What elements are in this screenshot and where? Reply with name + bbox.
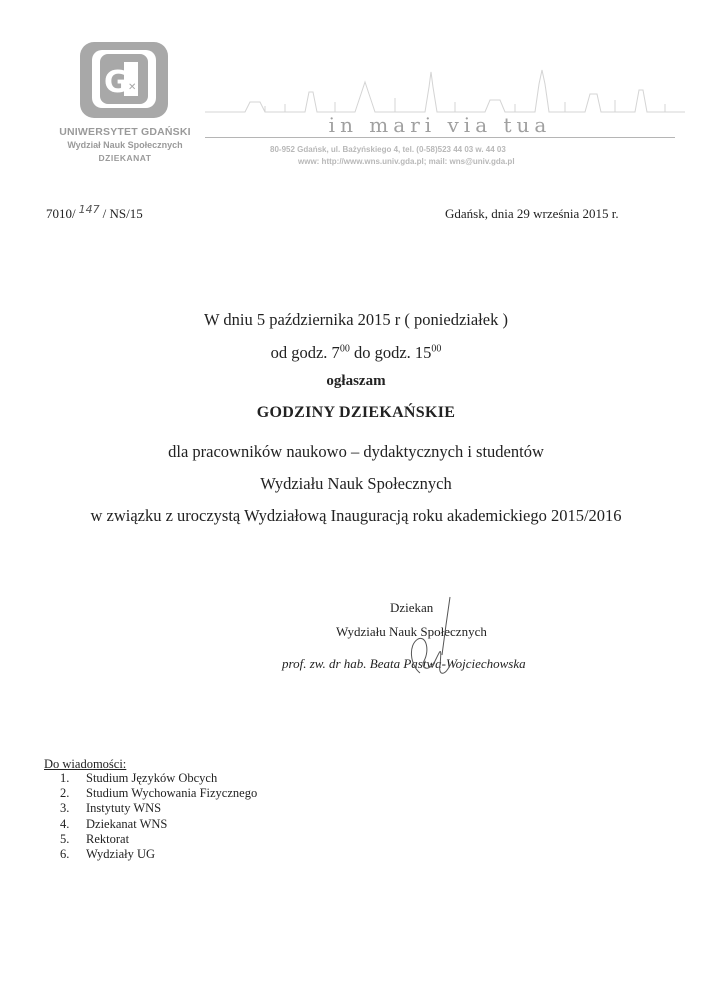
distribution-list bbox=[60, 771, 257, 862]
list-item-number: 4. bbox=[60, 816, 70, 831]
list-item bbox=[60, 786, 257, 801]
hours-from: od godz. 7 bbox=[270, 343, 340, 362]
university-logo bbox=[78, 40, 170, 120]
list-item bbox=[60, 817, 257, 832]
hours-to: do godz. 15 bbox=[349, 343, 432, 362]
reference-number bbox=[46, 203, 143, 222]
list-item-text: Wydziały UG bbox=[86, 846, 156, 861]
ref-prefix: 7010/ bbox=[46, 206, 76, 221]
handwritten-signature bbox=[380, 595, 460, 685]
hours-to-minutes: 00 bbox=[431, 343, 442, 355]
date-line: Gdańsk, dnia 29 września 2015 r. bbox=[445, 206, 619, 221]
list-item bbox=[60, 847, 257, 862]
latin-motto: in mari via tua bbox=[328, 113, 552, 137]
list-item-number: 6. bbox=[60, 846, 70, 861]
announce-verb: ogłaszam bbox=[326, 373, 386, 389]
list-item bbox=[60, 832, 257, 847]
distribution-heading: Do wiadomości: bbox=[44, 757, 127, 771]
list-item-text: Studium Języków Obcych bbox=[86, 771, 218, 785]
university-name: UNIWERSYTET GDAŃSKI bbox=[59, 126, 191, 138]
list-item-number: 3. bbox=[60, 801, 70, 816]
reason-line: w związku z uroczystą Wydziałową Inauguracją roku akademickiego 2015/2016 bbox=[90, 506, 622, 525]
list-item-text: Instytuty WNS bbox=[86, 801, 162, 816]
faculty-name: Wydział Nauk Społecznych bbox=[67, 140, 183, 150]
announcement-hours bbox=[0, 343, 712, 363]
office-web-mail: www: http://www.wns.univ.gda.pl; mail: wns@univ.gda.pl bbox=[298, 157, 515, 166]
office-name: DZIEKANAT bbox=[98, 153, 152, 163]
list-item-number: 1. bbox=[60, 771, 70, 785]
ref-suffix: / NS/15 bbox=[102, 206, 143, 221]
header-divider bbox=[205, 137, 675, 138]
list-item bbox=[60, 771, 257, 786]
ref-handwritten-number: 147 bbox=[78, 203, 100, 216]
audience-line: dla pracowników naukowo – dydaktycznych i studentów bbox=[168, 442, 544, 461]
list-item-number: 2. bbox=[60, 786, 70, 801]
hours-from-minutes: 00 bbox=[339, 343, 350, 355]
signatory-name: prof. zw. dr hab. Beata Pastwa-Wojciechowska bbox=[282, 656, 526, 671]
svg-text:G: G bbox=[104, 65, 129, 100]
signatory-title: Dziekan bbox=[390, 600, 434, 615]
svg-text:✕: ✕ bbox=[128, 82, 137, 93]
list-item-number: 5. bbox=[60, 831, 70, 846]
faculty-line: Wydziału Nauk Społecznych bbox=[260, 474, 452, 493]
list-item-text: Dziekanat WNS bbox=[86, 816, 168, 831]
signatory-department: Wydziału Nauk Społecznych bbox=[336, 624, 487, 639]
list-item bbox=[60, 801, 257, 816]
announcement-title: GODZINY DZIEKAŃSKIE bbox=[256, 404, 456, 421]
list-item-text: Rektorat bbox=[86, 831, 130, 846]
announcement-date: W dniu 5 października 2015 r ( poniedziałek ) bbox=[204, 310, 508, 329]
office-address: 80-952 Gdańsk, ul. Bażyńskiego 4, tel. (0-58)523 44 03 w. 44 03 bbox=[270, 145, 506, 154]
list-item-text: Studium Wychowania Fizycznego bbox=[86, 786, 258, 801]
